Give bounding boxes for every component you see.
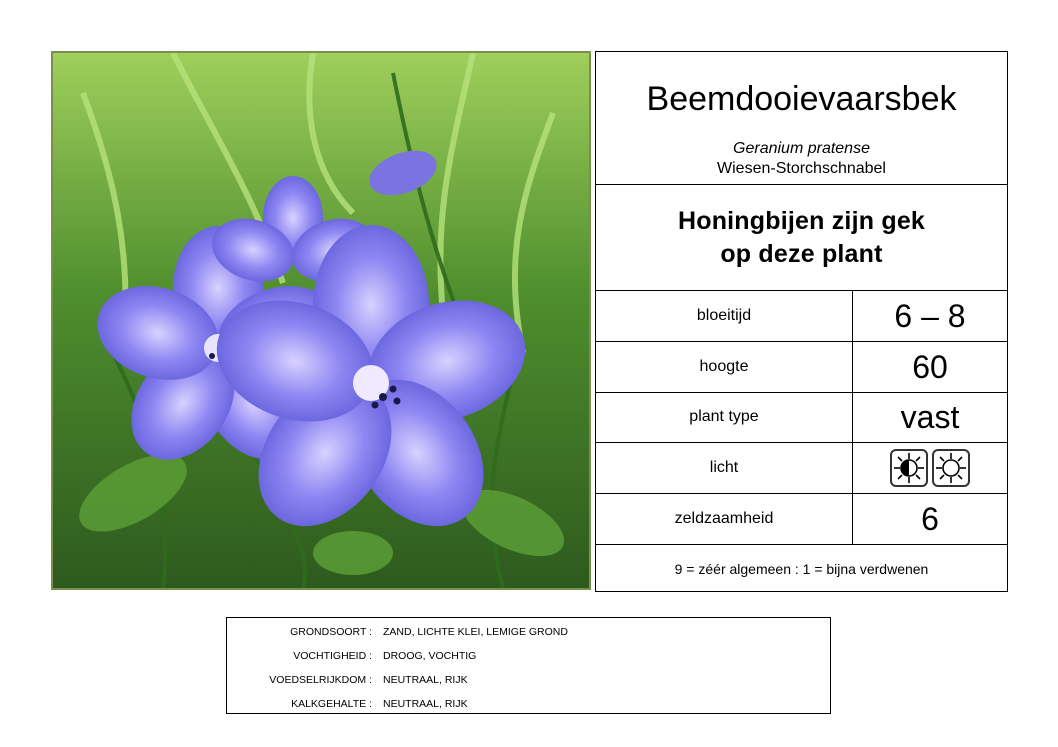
german-name: Wiesen-Storchschnabel — [717, 160, 886, 177]
name-section — [596, 52, 1007, 185]
half-shade-sun-icon — [890, 449, 928, 487]
lime-label: KALKGEHALTE : — [291, 698, 372, 710]
soil-type-value: ZAND, LICHTE KLEI, LEMIGE GROND — [383, 626, 568, 638]
light-label: licht — [596, 443, 853, 493]
lime-value: NEUTRAAL, RIJK — [383, 698, 468, 710]
nutrient-label: VOEDSELRIJKDOM : — [269, 674, 372, 686]
latin-name: Geranium pratense — [733, 140, 870, 157]
type-label: plant type — [596, 392, 853, 442]
plant-info-card — [595, 51, 1008, 592]
light-row — [596, 443, 1007, 494]
bloom-value: 6 – 8 — [894, 297, 966, 334]
height-label: hoogte — [596, 342, 853, 392]
height-row — [596, 342, 1007, 393]
light-value — [853, 443, 1007, 493]
geranium-flower-image — [53, 53, 589, 588]
type-row — [596, 392, 1007, 443]
moisture-row — [227, 650, 830, 664]
full-sun-icon — [932, 449, 970, 487]
height-value: 60 — [912, 348, 948, 385]
nutrient-row — [227, 674, 830, 688]
rarity-legend: 9 = zéér algemeen : 1 = bijna verdwenen — [674, 560, 929, 577]
nutrient-value: NEUTRAAL, RIJK — [383, 674, 468, 686]
soil-type-row — [227, 626, 830, 640]
slogan-section — [596, 185, 1007, 291]
plant-photo — [51, 51, 591, 590]
bloom-label: bloeitijd — [596, 291, 853, 341]
soil-info-box — [226, 617, 831, 714]
rarity-value: 6 — [921, 500, 939, 537]
bloom-row — [596, 291, 1007, 342]
rarity-row — [596, 494, 1007, 545]
common-name: Beemdooievaarsbek — [646, 80, 957, 118]
moisture-value: DROOG, VOCHTIG — [383, 650, 477, 662]
slogan-line-1: Honingbijen zijn gek — [677, 206, 926, 235]
type-value: vast — [900, 398, 960, 435]
rarity-label: zeldzaamheid — [596, 494, 853, 544]
moisture-label: VOCHTIGHEID : — [293, 650, 372, 662]
lime-row — [227, 698, 830, 712]
slogan-text — [678, 205, 925, 271]
slogan-line-2: op deze plant — [720, 239, 883, 268]
soil-type-label: GRONDSOORT : — [290, 626, 372, 638]
